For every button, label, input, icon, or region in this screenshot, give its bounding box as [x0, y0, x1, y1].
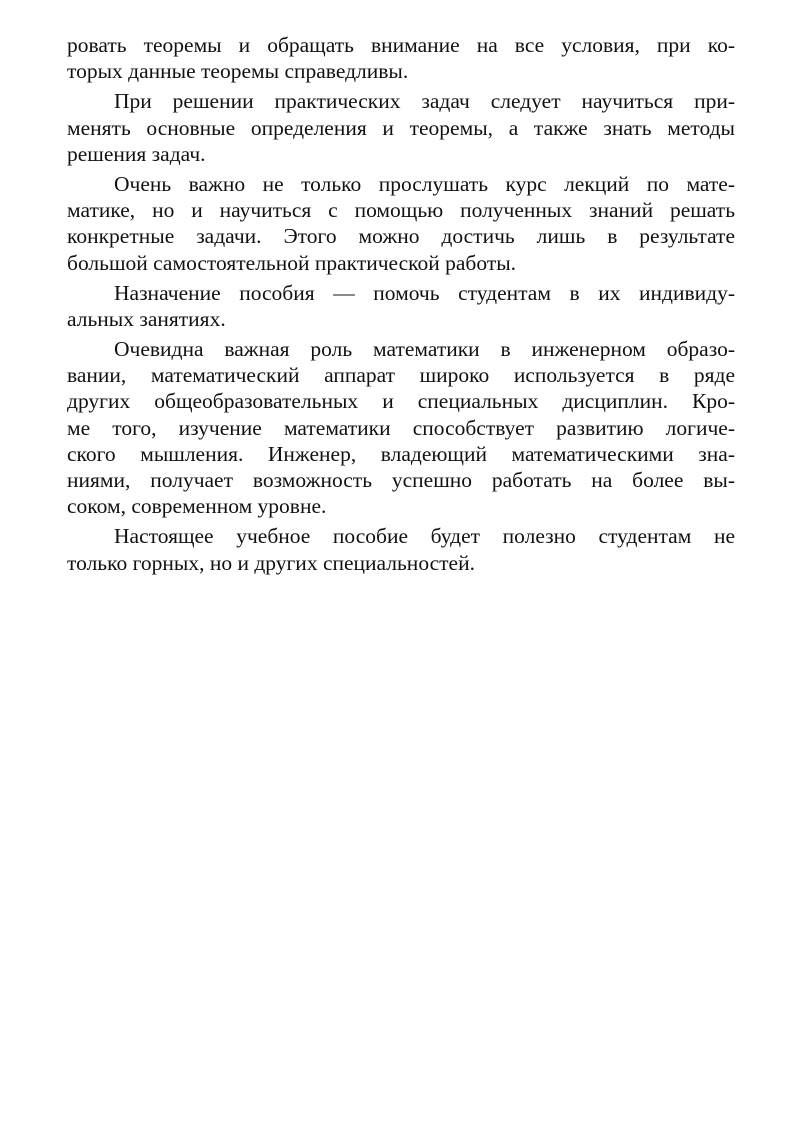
text-line: менять основные определения и теоремы, а также знать методы	[67, 115, 735, 140]
text-line: вании, математический аппарат широко используется в ряде	[67, 363, 735, 388]
text-line: Очень важно не только прослушать курс лекций по мате-	[114, 171, 735, 196]
text-line: торых данные теоремы справедливы.	[67, 59, 409, 84]
paragraph-role-of-math	[67, 336, 735, 519]
paragraph-continuation	[67, 32, 735, 84]
text-line: Очевидна важная роль математики в инженерном образо-	[114, 337, 735, 362]
text-line: других общеобразовательных и специальных дисциплин. Кро-	[67, 389, 735, 414]
paragraph-practical-tasks	[67, 88, 735, 167]
text-line: матике, но и научиться с помощью полученных знаний решать	[67, 198, 735, 223]
paragraph-purpose	[67, 280, 735, 332]
text-line: Назначение пособия — помочь студентам в их индивиду-	[114, 280, 735, 305]
text-line: Настоящее учебное пособие будет полезно студентам не	[114, 524, 735, 549]
text-line: При решении практических задач следует научиться при-	[114, 89, 735, 114]
text-line: только горных, но и других специальностей.	[67, 550, 475, 575]
text-line: конкретные задачи. Этого можно достичь лишь в результате	[67, 224, 735, 249]
text-line: ровать теоремы и обращать внимание на все условия, при ко-	[67, 33, 735, 57]
paragraph-lectures	[67, 171, 735, 276]
document-page	[67, 32, 735, 580]
text-line: соком, современном уровне.	[67, 494, 327, 519]
text-line: ме того, изучение математики способствует развитию логиче-	[67, 415, 735, 440]
text-line: решения задач.	[67, 141, 206, 166]
text-line: альных занятиях.	[67, 306, 226, 331]
text-line: ниями, получает возможность успешно работать на более вы-	[67, 468, 735, 492]
text-line: большой самостоятельной практической работы.	[67, 250, 517, 275]
text-line: ского мышления. Инженер, владеющий математическими зна-	[67, 441, 735, 466]
paragraph-usefulness	[67, 523, 735, 575]
